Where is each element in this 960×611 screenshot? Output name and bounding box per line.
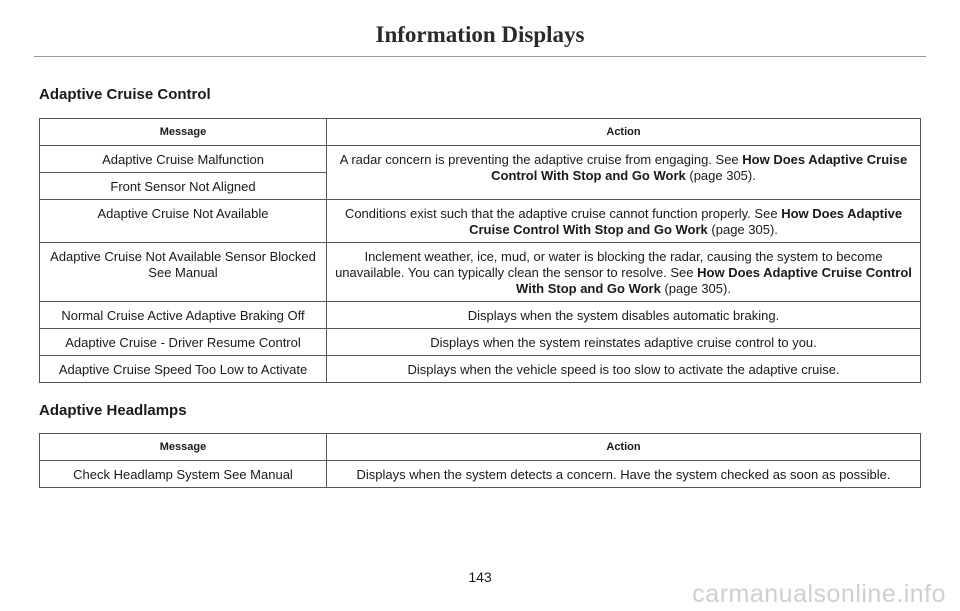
message-cell: Adaptive Cruise - Driver Resume Control xyxy=(40,329,327,356)
action-cell: Displays when the vehicle speed is too slow to activate the adaptive cruise. xyxy=(327,356,921,383)
table-row xyxy=(40,200,921,243)
column-header-action: Action xyxy=(327,434,921,461)
column-header-message: Message xyxy=(40,434,327,461)
message-cell: Check Headlamp System See Manual xyxy=(40,461,327,488)
table-header-row xyxy=(40,119,921,146)
action-text: A radar concern is preventing the adaptive cruise from engaging. See xyxy=(339,152,743,167)
action-cell xyxy=(327,200,921,243)
page-reference: (page 305). xyxy=(660,281,731,296)
column-header-action: Action xyxy=(327,119,921,146)
message-cell: Normal Cruise Active Adaptive Braking Off xyxy=(40,302,327,329)
message-cell: Front Sensor Not Aligned xyxy=(40,173,327,200)
message-cell: Adaptive Cruise Not Available xyxy=(40,200,327,243)
table-row xyxy=(40,356,921,383)
message-cell: Adaptive Cruise Speed Too Low to Activate xyxy=(40,356,327,383)
section-heading-adaptive-cruise-control: Adaptive Cruise Control xyxy=(39,86,211,103)
table-row xyxy=(40,461,921,488)
column-header-message: Message xyxy=(40,119,327,146)
adaptive-headlamps-table xyxy=(39,433,921,488)
page-title: Information Displays xyxy=(375,22,585,47)
table-row xyxy=(40,302,921,329)
page-reference: (page 305). xyxy=(707,222,778,237)
action-cell xyxy=(327,146,921,200)
cross-reference: How Does Adaptive Cruise Control With Stop and Go Work xyxy=(491,152,908,183)
action-text: Inclement weather, ice, mud, or water is blocking the radar, causing the system to become unavailable. You can typically clean the sensor to resolve. See xyxy=(335,249,883,280)
adaptive-cruise-control-table xyxy=(39,118,921,383)
watermark: carmanualsonline.info xyxy=(692,580,946,608)
header-divider xyxy=(34,56,926,57)
message-cell: Adaptive Cruise Not Available Sensor Blocked See Manual xyxy=(40,243,327,302)
table-header-row xyxy=(40,434,921,461)
action-cell xyxy=(327,243,921,302)
table-row xyxy=(40,146,921,173)
cross-reference: How Does Adaptive Cruise Control With Stop and Go Work xyxy=(469,206,903,237)
page-reference: (page 305). xyxy=(685,168,756,183)
action-cell: Displays when the system detects a concern. Have the system checked as soon as possible. xyxy=(327,461,921,488)
action-cell: Displays when the system disables automatic braking. xyxy=(327,302,921,329)
section-heading-adaptive-headlamps: Adaptive Headlamps xyxy=(39,402,187,419)
action-cell: Displays when the system reinstates adaptive cruise control to you. xyxy=(327,329,921,356)
table-row xyxy=(40,243,921,302)
message-cell: Adaptive Cruise Malfunction xyxy=(40,146,327,173)
table-row xyxy=(40,329,921,356)
page-number: 143 xyxy=(468,569,492,585)
action-text: Conditions exist such that the adaptive cruise cannot function properly. See xyxy=(344,206,782,221)
cross-reference: How Does Adaptive Cruise Control With Stop and Go Work xyxy=(516,265,912,296)
